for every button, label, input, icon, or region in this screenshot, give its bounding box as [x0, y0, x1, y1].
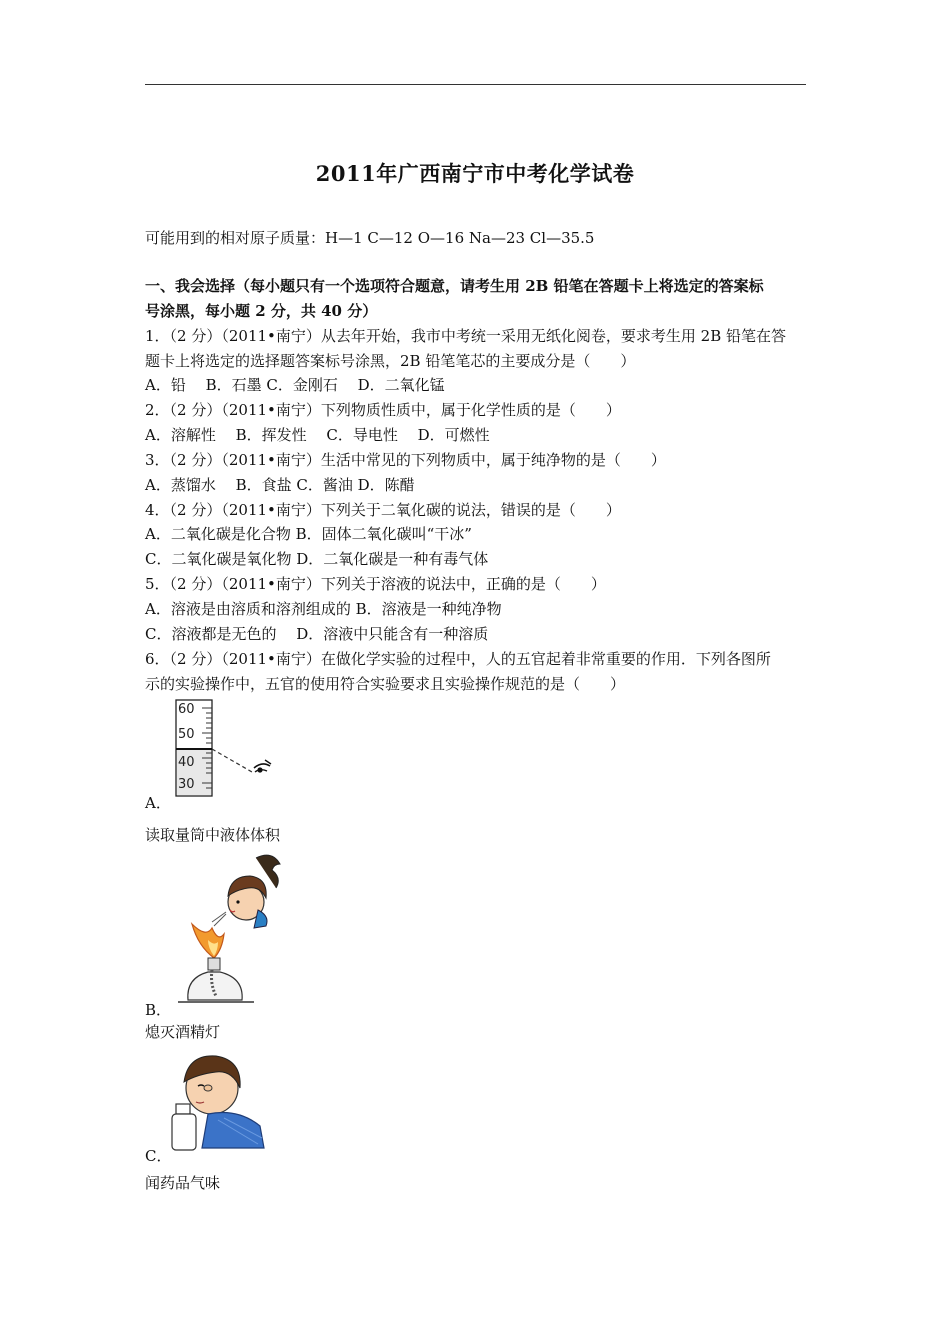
- q1-options: A．铅 B．石墨 C．金刚石 D．二氧化锰: [145, 376, 445, 394]
- girl-face-icon: [228, 855, 280, 928]
- q6-stem-line-1: 6．（2 分）（2011•南宁）在做化学实验的过程中，人的五官起着非常重要的作用．下列各图所: [145, 650, 771, 668]
- smelling-bottle-icon: [168, 1048, 268, 1153]
- q1-stem-line-1: 1．（2 分）（2011•南宁）从去年开始，我市中考统一采用无纸化阅卷，要求考生用 2B 铅笔在答: [145, 327, 786, 345]
- q6-option-c-caption: 闻药品气味: [145, 1174, 221, 1192]
- q6-stem-line-2: 示的实验操作中，五官的使用符合实验要求且实验操作规范的是（ ）: [145, 675, 626, 693]
- q5-options-line-1: A．溶液是由溶质和溶剂组成的 B．溶液是一种纯净物: [145, 600, 502, 618]
- scale-label-60: 60: [178, 702, 195, 717]
- reagent-bottle-icon: [172, 1104, 196, 1150]
- q5-stem: 5．（2 分）（2011•南宁）下列关于溶液的说法中，正确的是（ ）: [145, 575, 606, 593]
- scale-label-50: 50: [178, 727, 195, 742]
- alcohol-lamp-icon: [178, 958, 254, 1002]
- flame-icon: [192, 924, 224, 958]
- q6-option-c-letter: C．: [145, 1147, 172, 1165]
- section-heading-line-2: 号涂黑，每小题 2 分，共 40 分）: [145, 302, 378, 320]
- q4-stem: 4．（2 分）（2011•南宁）下列关于二氧化碳的说法，错误的是（ ）: [145, 501, 621, 519]
- q4-options-line-2: C．二氧化碳是氧化物 D．二氧化碳是一种有毒气体: [145, 550, 489, 568]
- q2-stem: 2．（2 分）（2011•南宁）下列物质性质中，属于化学性质的是（ ）: [145, 401, 621, 419]
- q4-options-line-1: A．二氧化碳是化合物 B．固体二氧化碳叫“干冰”: [145, 525, 472, 543]
- q2-options: A．溶解性 B．挥发性 C．导电性 D．可燃性: [145, 426, 490, 444]
- eye-icon: [254, 760, 271, 773]
- atomic-mass-line: 可能用到的相对原子质量：H—1 C—12 O—16 Na—23 Cl—35.5: [145, 229, 595, 247]
- q6-option-a-caption: 读取量筒中液体体积: [145, 826, 281, 844]
- q6-option-a-letter: A．: [145, 794, 171, 812]
- q3-options: A．蒸馏水 B．食盐 C．酱油 D．陈醋: [145, 476, 415, 494]
- q1-stem-line-2: 题卡上将选定的选择题答案标号涂黑，2B 铅笔笔芯的主要成分是（ ）: [145, 352, 636, 370]
- q6-option-b-letter: B．: [145, 1001, 172, 1019]
- graduated-cylinder-icon: [168, 698, 278, 798]
- q6-option-b-caption: 熄灭酒精灯: [145, 1023, 221, 1041]
- section-heading-line-1: 一、我会选择（每小题只有一个选项符合题意，请考生用 2B 铅笔在答题卡上将选定的答案标: [145, 277, 764, 295]
- scale-label-40: 40: [178, 755, 195, 770]
- scale-label-30: 30: [178, 777, 195, 792]
- page-title: 2011年广西南宁市中考化学试卷: [315, 161, 635, 186]
- header-rule: [145, 84, 806, 85]
- alcohol-lamp-blowing-icon: [168, 850, 288, 1015]
- q5-options-line-2: C．溶液都是无色的 D．溶液中只能含有一种溶质: [145, 625, 489, 643]
- q3-stem: 3．（2 分）（2011•南宁）生活中常见的下列物质中，属于纯净物的是（ ）: [145, 451, 666, 469]
